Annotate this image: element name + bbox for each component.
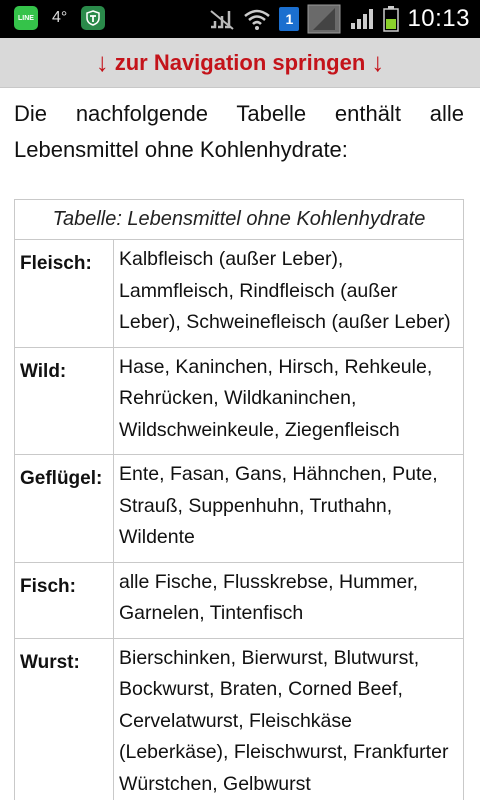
table-caption: Tabelle: Lebensmittel ohne Kohlenhydrate [15,200,463,240]
sim-badge: 1 [279,7,299,31]
table-row [15,240,463,348]
row-items: Ente, Fasan, Gans, Hähnchen, Pute, Strauß, Suppenhuhn, Truthahn, Wildente [119,463,438,548]
battery-icon [383,6,399,32]
row-category: Geflügel: [15,455,114,562]
down-arrow-icon: ↓ [95,47,109,77]
temperature-readout: 4° [52,9,68,26]
signal-strength-icon [349,7,375,31]
shield-app-icon [81,6,105,30]
table-row [15,455,463,563]
jump-to-navigation-link[interactable] [96,47,385,78]
status-bar [0,0,480,38]
status-left-icons [14,6,105,30]
table-row [15,348,463,456]
row-items: Hase, Kaninchen, Hirsch, Rehkeule, Rehrücken, Wildkaninchen, Wildschweinkeule, Ziegenfleisch [119,355,433,441]
wifi-icon [243,7,271,31]
muted-signal-icon [209,7,235,31]
table-row [15,563,463,639]
row-items: Bierschinken, Bierwurst, Blutwurst, Bockwurst, Braten, Corned Beef, Cervelatwurst, Fleischkäse (Leberkäse), Fleischwurst, Frankfurter Würstchen, Gelbwurst [119,646,449,795]
cell-signal-box-icon [307,4,341,34]
intro-paragraph: Die nachfolgende Tabelle enthält alle Lebensmittel ohne Kohlenhydrate: [14,101,464,162]
nav-jump-bar [0,38,480,88]
jump-link-label: zur Navigation springen [114,49,366,75]
status-right-icons [209,4,470,34]
food-table [14,199,464,800]
row-category: Wurst: [15,639,114,800]
row-items: alle Fische, Flusskrebse, Hummer, Garnelen, Tintenfisch [119,570,419,624]
row-category: Fleisch: [15,240,114,347]
clock: 10:13 [407,5,470,32]
down-arrow-icon: ↓ [371,47,385,77]
line-app-icon: LINE [14,6,38,30]
row-category: Wild: [15,348,114,455]
row-category: Fisch: [15,563,114,638]
row-items: Kalbfleisch (außer Leber), Lammfleisch, Rindfleisch (außer Leber), Schweinefleisch (außer Leber) [119,248,451,333]
table-row [15,639,463,800]
